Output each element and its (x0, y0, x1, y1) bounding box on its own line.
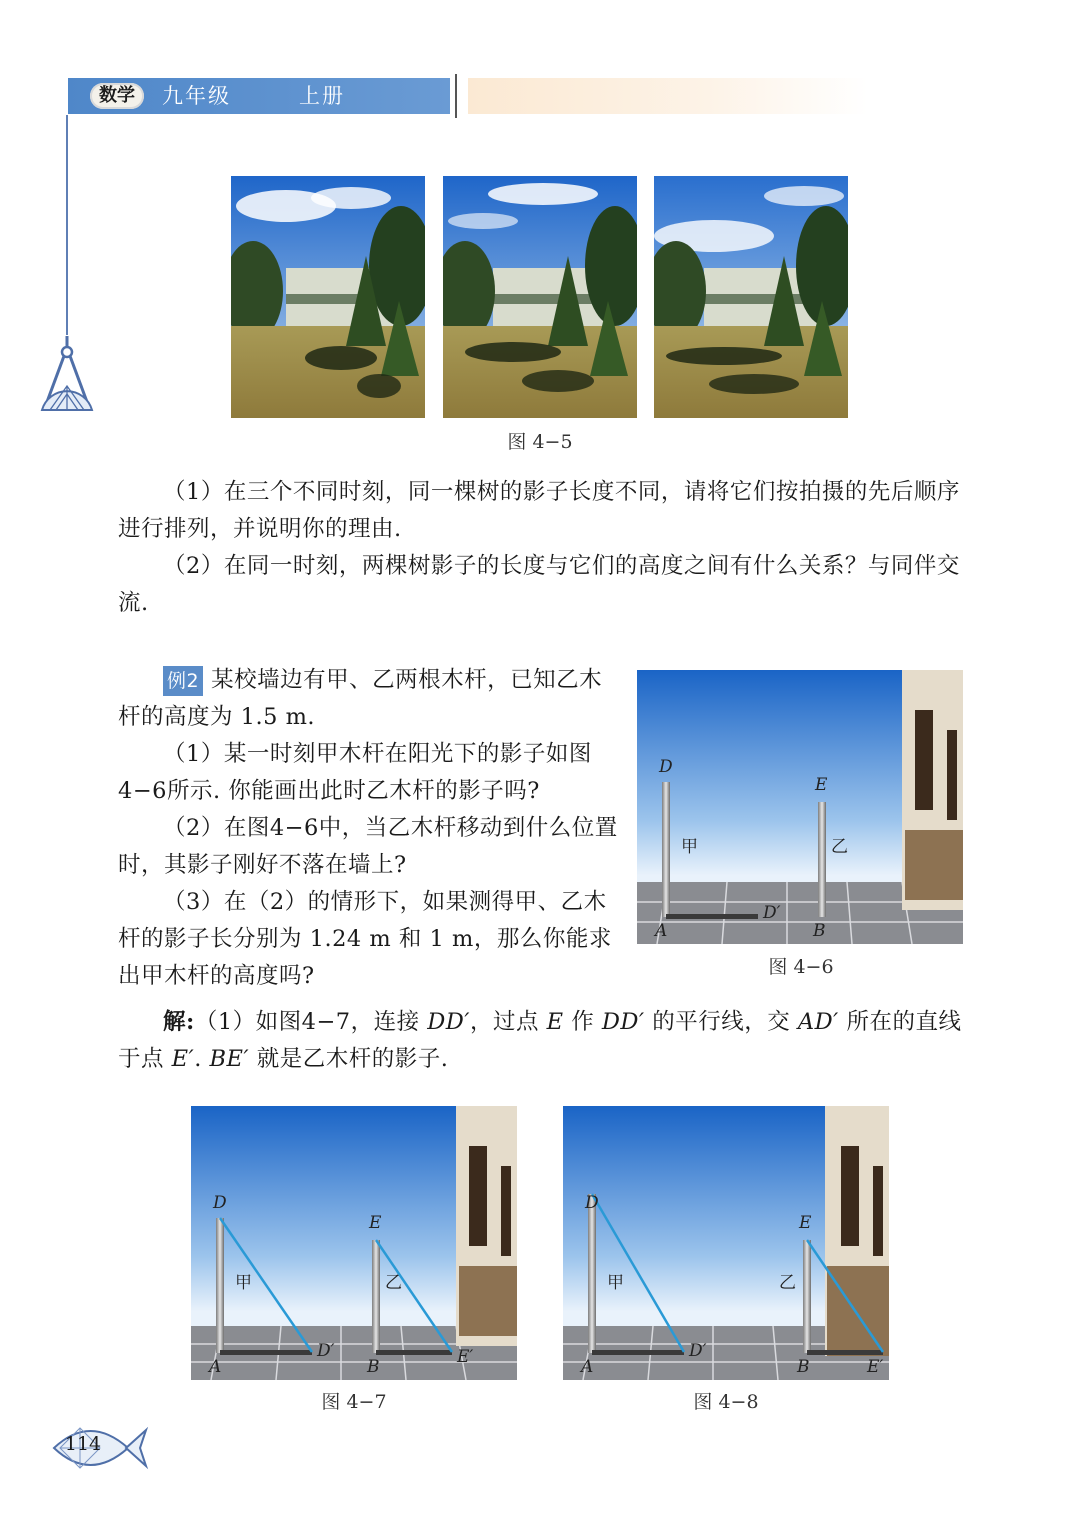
figure-4-7 (191, 1106, 517, 1380)
label-yi: 乙 (831, 837, 848, 857)
book-title: 九年级 上册 (162, 84, 346, 108)
label-a: A (655, 921, 668, 941)
segment-be-prime: BE′ (209, 1046, 250, 1072)
solution-part: （1）如图4−7，连接 (194, 1009, 428, 1035)
label-e: E (799, 1213, 812, 1233)
point-e: E (546, 1009, 564, 1035)
solution-label: 解: (163, 1009, 195, 1035)
solution-part: . (194, 1046, 210, 1072)
figure-caption: 图 4−8 (693, 1391, 759, 1413)
label-e: E (369, 1213, 382, 1233)
figure-4-8 (563, 1106, 889, 1380)
label-b: B (797, 1357, 810, 1377)
label-d: D (659, 757, 673, 777)
label-a: A (581, 1357, 594, 1377)
label-jia: 甲 (681, 837, 698, 857)
label-d-prime: D′ (763, 903, 781, 923)
header-divider (455, 74, 457, 118)
subject-badge: 数学 (90, 83, 144, 109)
compass-icon (36, 334, 98, 420)
tree-photo-2 (443, 176, 637, 418)
solution-part: 所在的直线于点 (118, 1009, 962, 1072)
question-2: （2）在同一时刻，两棵树影子的长度与它们的高度之间有什么关系？与同伴交流. (118, 553, 960, 616)
label-b: B (367, 1357, 380, 1377)
question-block (118, 474, 964, 622)
solution-part: 作 (563, 1009, 602, 1035)
solution-part: 就是乙木杆的影子. (249, 1046, 449, 1072)
label-d: D (213, 1193, 227, 1213)
figure-caption: 图 4−7 (321, 1391, 387, 1413)
point-e-prime: E′ (171, 1046, 195, 1072)
label-e-prime: E′ (457, 1347, 474, 1367)
label-d-prime: D′ (689, 1341, 707, 1361)
margin-line (66, 115, 68, 335)
solution-part: ，过点 (469, 1009, 547, 1035)
label-yi: 乙 (779, 1273, 796, 1293)
question-1: （1）在三个不同时刻，同一棵树的影子长度不同，请将它们按拍摄的先后顺序进行排列，并说明你的理由. (118, 479, 960, 542)
segment-dd-prime: DD′ (601, 1009, 645, 1035)
segment-ad-prime: AD′ (797, 1009, 839, 1035)
label-e-prime: E′ (867, 1357, 884, 1377)
solution-block (118, 1004, 964, 1078)
label-b: B (813, 921, 826, 941)
segment-dd-prime: DD′ (427, 1009, 470, 1035)
label-d: D (585, 1193, 599, 1213)
label-jia: 甲 (235, 1273, 252, 1293)
label-a: A (209, 1357, 222, 1377)
tree-photo-1 (231, 176, 425, 418)
example-label: 例2 (163, 666, 203, 696)
example-part-3: （3）在（2）的情形下，如果测得甲、乙木杆的影子长分别为 1.24 m 和 1 m，那么你能求出甲木杆的高度吗? (118, 889, 612, 989)
example-intro: 某校墙边有甲、乙两根木杆，已知乙木杆的高度为 1.5 m. (118, 667, 603, 730)
example-intro-line (118, 662, 618, 736)
label-yi: 乙 (385, 1273, 402, 1293)
solution-part: 的平行线，交 (644, 1009, 798, 1035)
solution-text (118, 1004, 964, 1078)
tree-photo-3 (654, 176, 848, 418)
label-e: E (815, 775, 828, 795)
label-d-prime: D′ (317, 1341, 335, 1361)
example-part-1: （1）某一时刻甲木杆在阳光下的影子如图4−6所示. 你能画出此时乙木杆的影子吗? (118, 741, 592, 804)
figure-4-6 (637, 670, 963, 944)
figure-caption: 图 4−5 (507, 431, 573, 453)
page-number: 114 (64, 1433, 102, 1455)
figure-caption: 图 4−6 (768, 956, 834, 978)
example-part-2: （2）在图4−6中，当乙木杆移动到什么位置时，其影子刚好不落在墙上? (118, 815, 618, 878)
header-gradient (468, 78, 868, 114)
example-block (118, 662, 618, 995)
label-jia: 甲 (607, 1273, 624, 1293)
